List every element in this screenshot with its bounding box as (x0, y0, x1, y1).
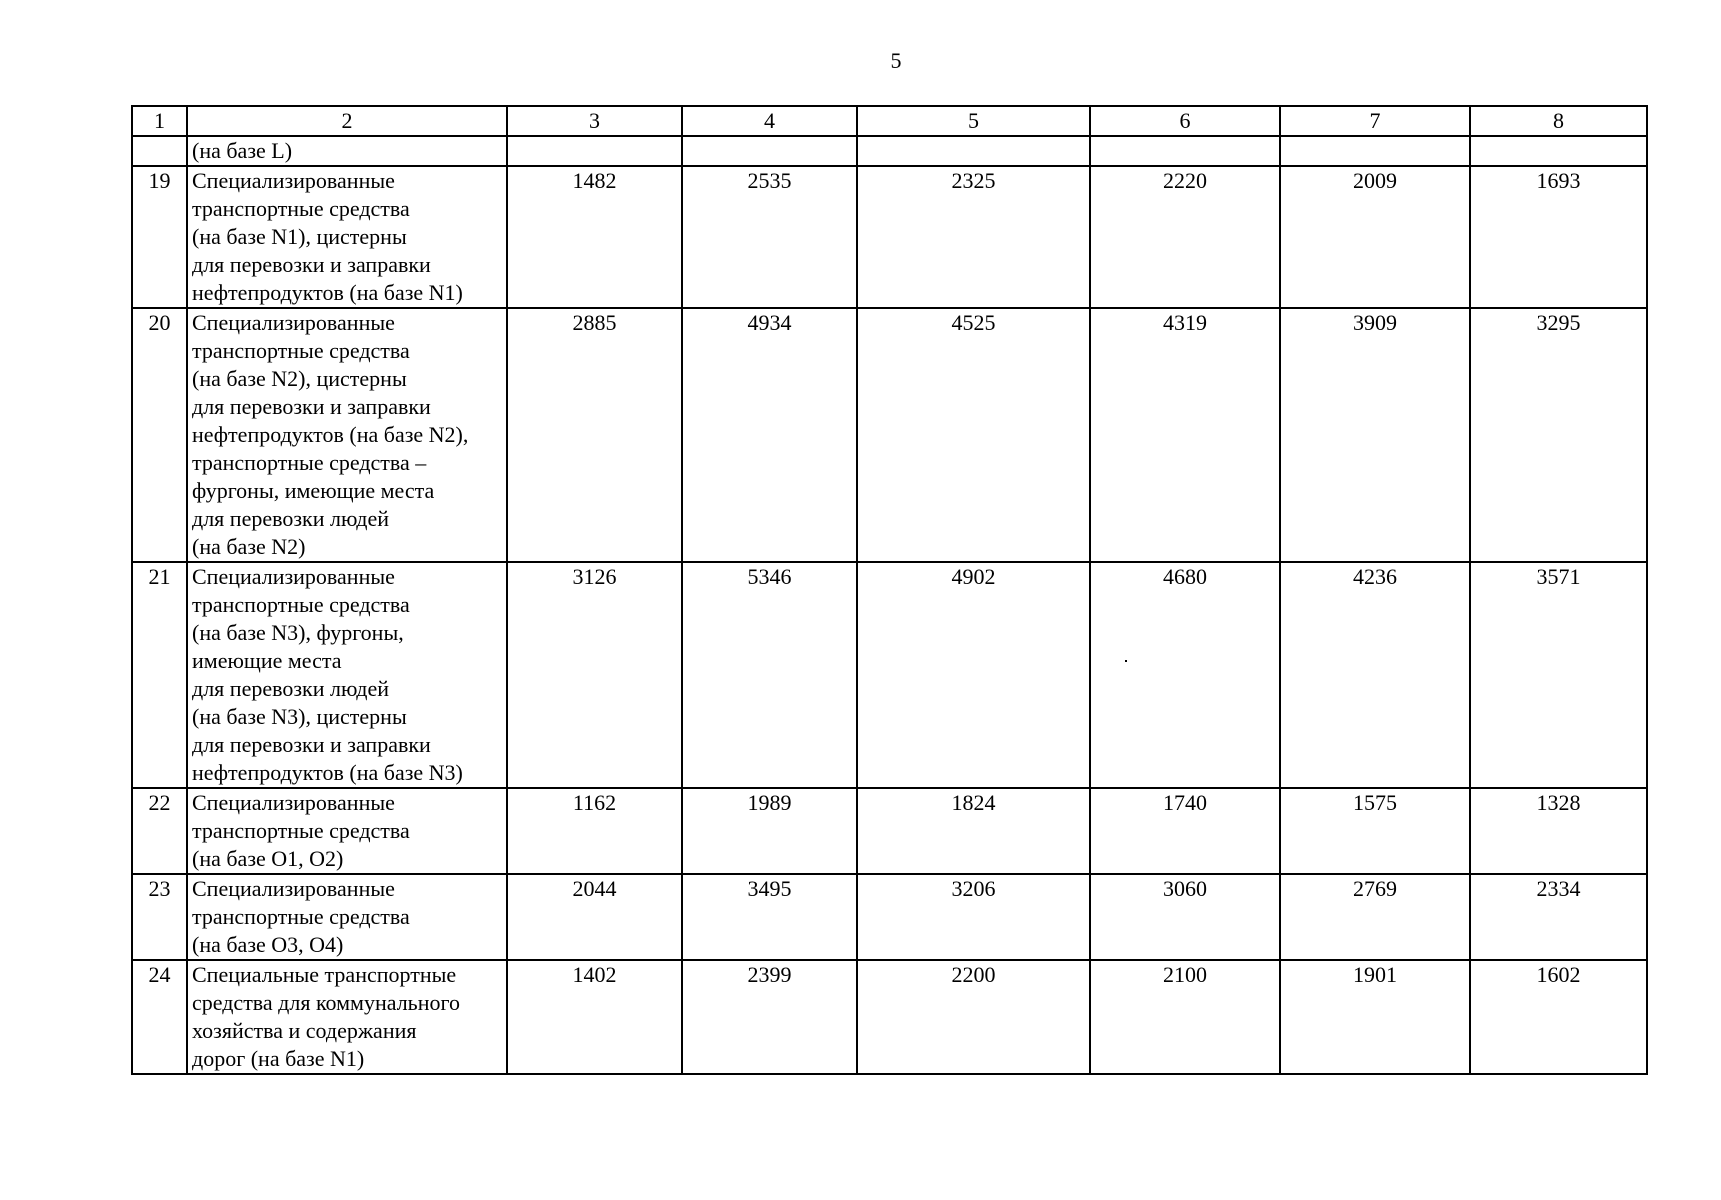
value-cell-col-4: 1989 (682, 788, 857, 874)
value-cell-col-6: 2100 (1090, 960, 1280, 1074)
column-header-4: 4 (682, 106, 857, 136)
value-cell-col-8: 1693 (1470, 166, 1647, 308)
value-cell-col-7: 3909 (1280, 308, 1470, 562)
row-description: Специализированные транспортные средства (на базе N2), цистерны для перевозки и заправки нефтепродуктов (на базе N2), транспортные средства – фургоны, имеющие места для перевозки людей (на базе N2) (187, 308, 507, 562)
row-number: 24 (132, 960, 187, 1074)
table-row (132, 874, 1647, 960)
row-number (132, 136, 187, 166)
value-cell-col-4 (682, 136, 857, 166)
scan-speck (1125, 660, 1127, 662)
row-description: Специализированные транспортные средства (на базе O1, O2) (187, 788, 507, 874)
value-cell-col-3: 2885 (507, 308, 682, 562)
header-row (132, 106, 1647, 136)
value-cell-col-4: 2399 (682, 960, 857, 1074)
value-cell-col-8: 2334 (1470, 874, 1647, 960)
value-cell-col-5: 2200 (857, 960, 1090, 1074)
table-row (132, 136, 1647, 166)
value-cell-col-5: 3206 (857, 874, 1090, 960)
value-cell-col-7: 1575 (1280, 788, 1470, 874)
value-cell-col-8: 1328 (1470, 788, 1647, 874)
value-cell-col-4: 3495 (682, 874, 857, 960)
table-row (132, 308, 1647, 562)
value-cell-col-8: 3571 (1470, 562, 1647, 788)
value-cell-col-6: 4680 (1090, 562, 1280, 788)
table-row (132, 960, 1647, 1074)
row-description: Специализированные транспортные средства (на базе N1), цистерны для перевозки и заправки нефтепродуктов (на базе N1) (187, 166, 507, 308)
value-cell-col-6 (1090, 136, 1280, 166)
page-number: 5 (890, 48, 902, 73)
value-cell-col-5: 4525 (857, 308, 1090, 562)
column-header-6: 6 (1090, 106, 1280, 136)
value-cell-col-4: 4934 (682, 308, 857, 562)
value-cell-col-6: 2220 (1090, 166, 1280, 308)
value-cell-col-3: 1162 (507, 788, 682, 874)
value-cell-col-8: 1602 (1470, 960, 1647, 1074)
row-description: Специализированные транспортные средства (на базе N3), фургоны, имеющие места для перевозки людей (на базе N3), цистерны для перевозки и заправки нефтепродуктов (на базе N3) (187, 562, 507, 788)
row-description: (на базе L) (187, 136, 507, 166)
value-cell-col-5: 4902 (857, 562, 1090, 788)
row-description: Специальные транспортные средства для коммунального хозяйства и содержания дорог (на базе N1) (187, 960, 507, 1074)
row-description: Специализированные транспортные средства (на базе O3, O4) (187, 874, 507, 960)
value-cell-col-8: 3295 (1470, 308, 1647, 562)
value-cell-col-5: 2325 (857, 166, 1090, 308)
value-cell-col-7: 2009 (1280, 166, 1470, 308)
value-cell-col-8 (1470, 136, 1647, 166)
table-row (132, 562, 1647, 788)
column-header-8: 8 (1470, 106, 1647, 136)
value-cell-col-6: 4319 (1090, 308, 1280, 562)
column-header-5: 5 (857, 106, 1090, 136)
value-cell-col-5 (857, 136, 1090, 166)
column-header-7: 7 (1280, 106, 1470, 136)
row-number: 23 (132, 874, 187, 960)
value-cell-col-6: 1740 (1090, 788, 1280, 874)
value-cell-col-3 (507, 136, 682, 166)
value-cell-col-4: 2535 (682, 166, 857, 308)
value-cell-col-4: 5346 (682, 562, 857, 788)
tariff-table (131, 105, 1648, 1075)
value-cell-col-3: 2044 (507, 874, 682, 960)
row-number: 19 (132, 166, 187, 308)
value-cell-col-7: 1901 (1280, 960, 1470, 1074)
row-number: 20 (132, 308, 187, 562)
value-cell-col-6: 3060 (1090, 874, 1280, 960)
value-cell-col-3: 1402 (507, 960, 682, 1074)
row-number: 21 (132, 562, 187, 788)
column-header-2: 2 (187, 106, 507, 136)
column-header-3: 3 (507, 106, 682, 136)
value-cell-col-7: 2769 (1280, 874, 1470, 960)
row-number: 22 (132, 788, 187, 874)
value-cell-col-5: 1824 (857, 788, 1090, 874)
value-cell-col-3: 3126 (507, 562, 682, 788)
column-header-1: 1 (132, 106, 187, 136)
value-cell-col-7: 4236 (1280, 562, 1470, 788)
table-row (132, 788, 1647, 874)
value-cell-col-3: 1482 (507, 166, 682, 308)
table-body (132, 136, 1647, 1074)
table-row (132, 166, 1647, 308)
value-cell-col-7 (1280, 136, 1470, 166)
